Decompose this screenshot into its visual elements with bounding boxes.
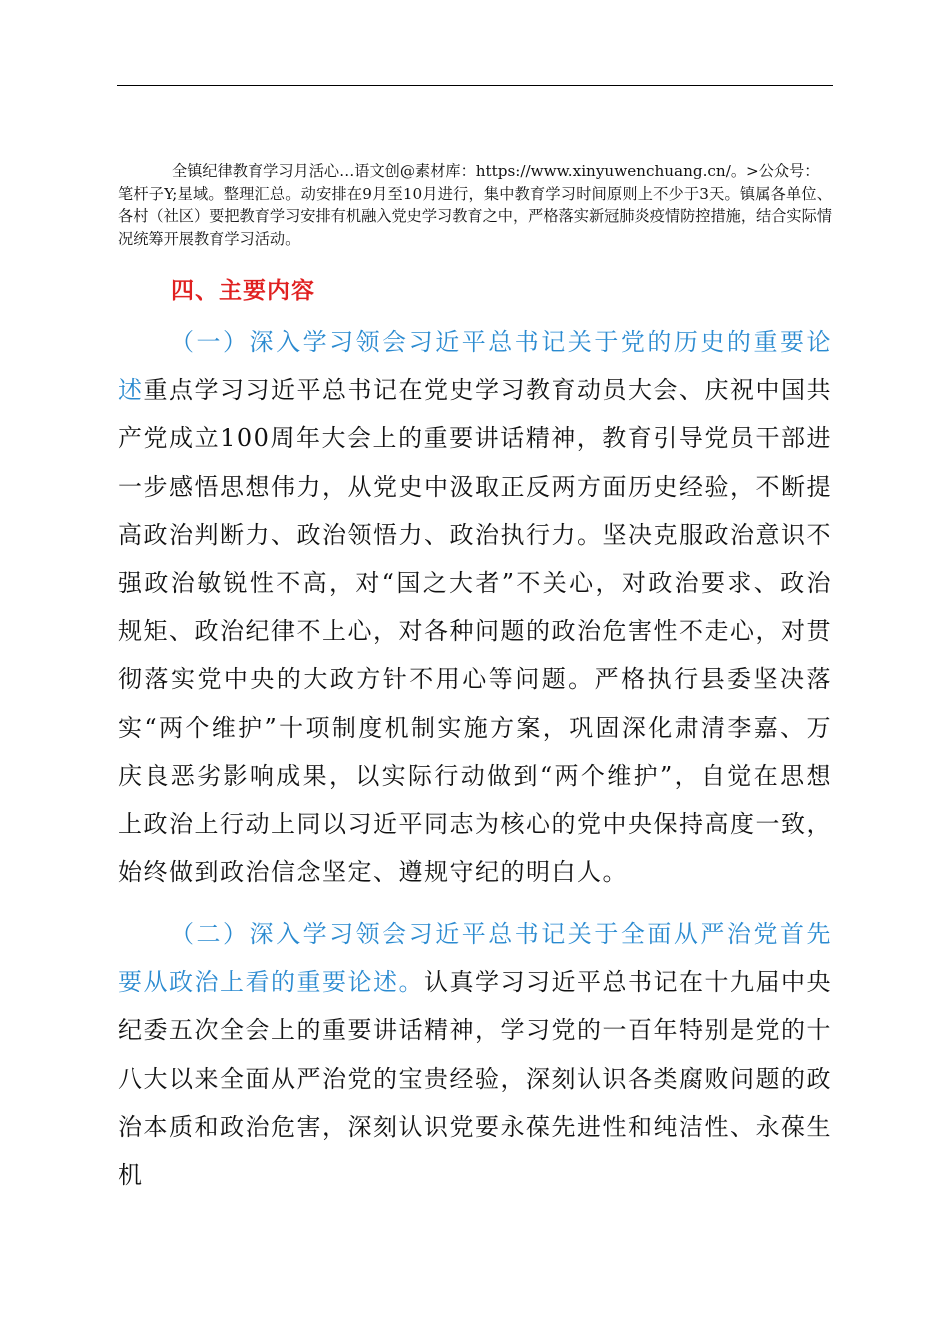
paragraph-1-heading: （一）深入学习领会习近平总书记关于党的历史的重要论述: [118, 328, 832, 405]
paragraph-1: [118, 318, 832, 896]
intro-first-line: 全镇纪律教育学习月活心…语文创@素材库：https://www.xinyuwenchuang.cn/。>公众号：: [172, 162, 820, 180]
paragraph-1-body: 重点学习习近平总书记在党史学习教育动员大会、庆祝中国共产党成立100周年大会上的重要讲话精神，教育引导党员干部进一步感悟思想伟力，从党史中汲取正反两方面历史经验，不断提高政治判断力、政治领悟力、政治执行力。坚决克服政治意识不强政治敏锐性不高，对“国之大者”不关心，对政治要求、政治规矩、政治纪律不上心，对各种问题的政治危害性不走心，对贯彻落实党中央的大政方针不用心等问题。严格执行县委坚决落实“两个维护”十项制度机制实施方案，巩固深化肃清李嘉、万庆良恶劣影响成果，以实际行动做到“两个维护”，自觉在思想上政治上行动上同以习近平同志为核心的党中央保持高度一致，始终做到政治信念坚定、遵规守纪的明白人。: [118, 376, 832, 887]
section-heading: 四、主要内容: [171, 278, 315, 304]
intro-paragraph: [118, 160, 832, 250]
paragraph-2-heading: （二）深入学习领会习近平总书记关于全面从严治党首先要从政治上看的重要论述。: [118, 920, 832, 997]
paragraph-2: [118, 910, 832, 1199]
header-rule: [117, 85, 833, 86]
intro-rest: 笔杆子Y;星域。整理汇总。动安排在9月至10月进行，集中教育学习时间原则上不少于3天。镇属各单位、各村（社区）要把教育学习安排有机融入党史学习教育之中，严格落实新冠肺炎疫情防控措施，结合实际情况统筹开展教育学习活动。: [118, 184, 832, 248]
paragraph-2-body: 认真学习习近平总书记在十九届中央纪委五次全会上的重要讲话精神，学习党的一百年特别是党的十八大以来全面从严治党的宝贵经验，深刻认识各类腐败问题的政治本质和政治危害，深刻认识党要永葆先进性和纯洁性、永葆生机: [118, 968, 832, 1190]
